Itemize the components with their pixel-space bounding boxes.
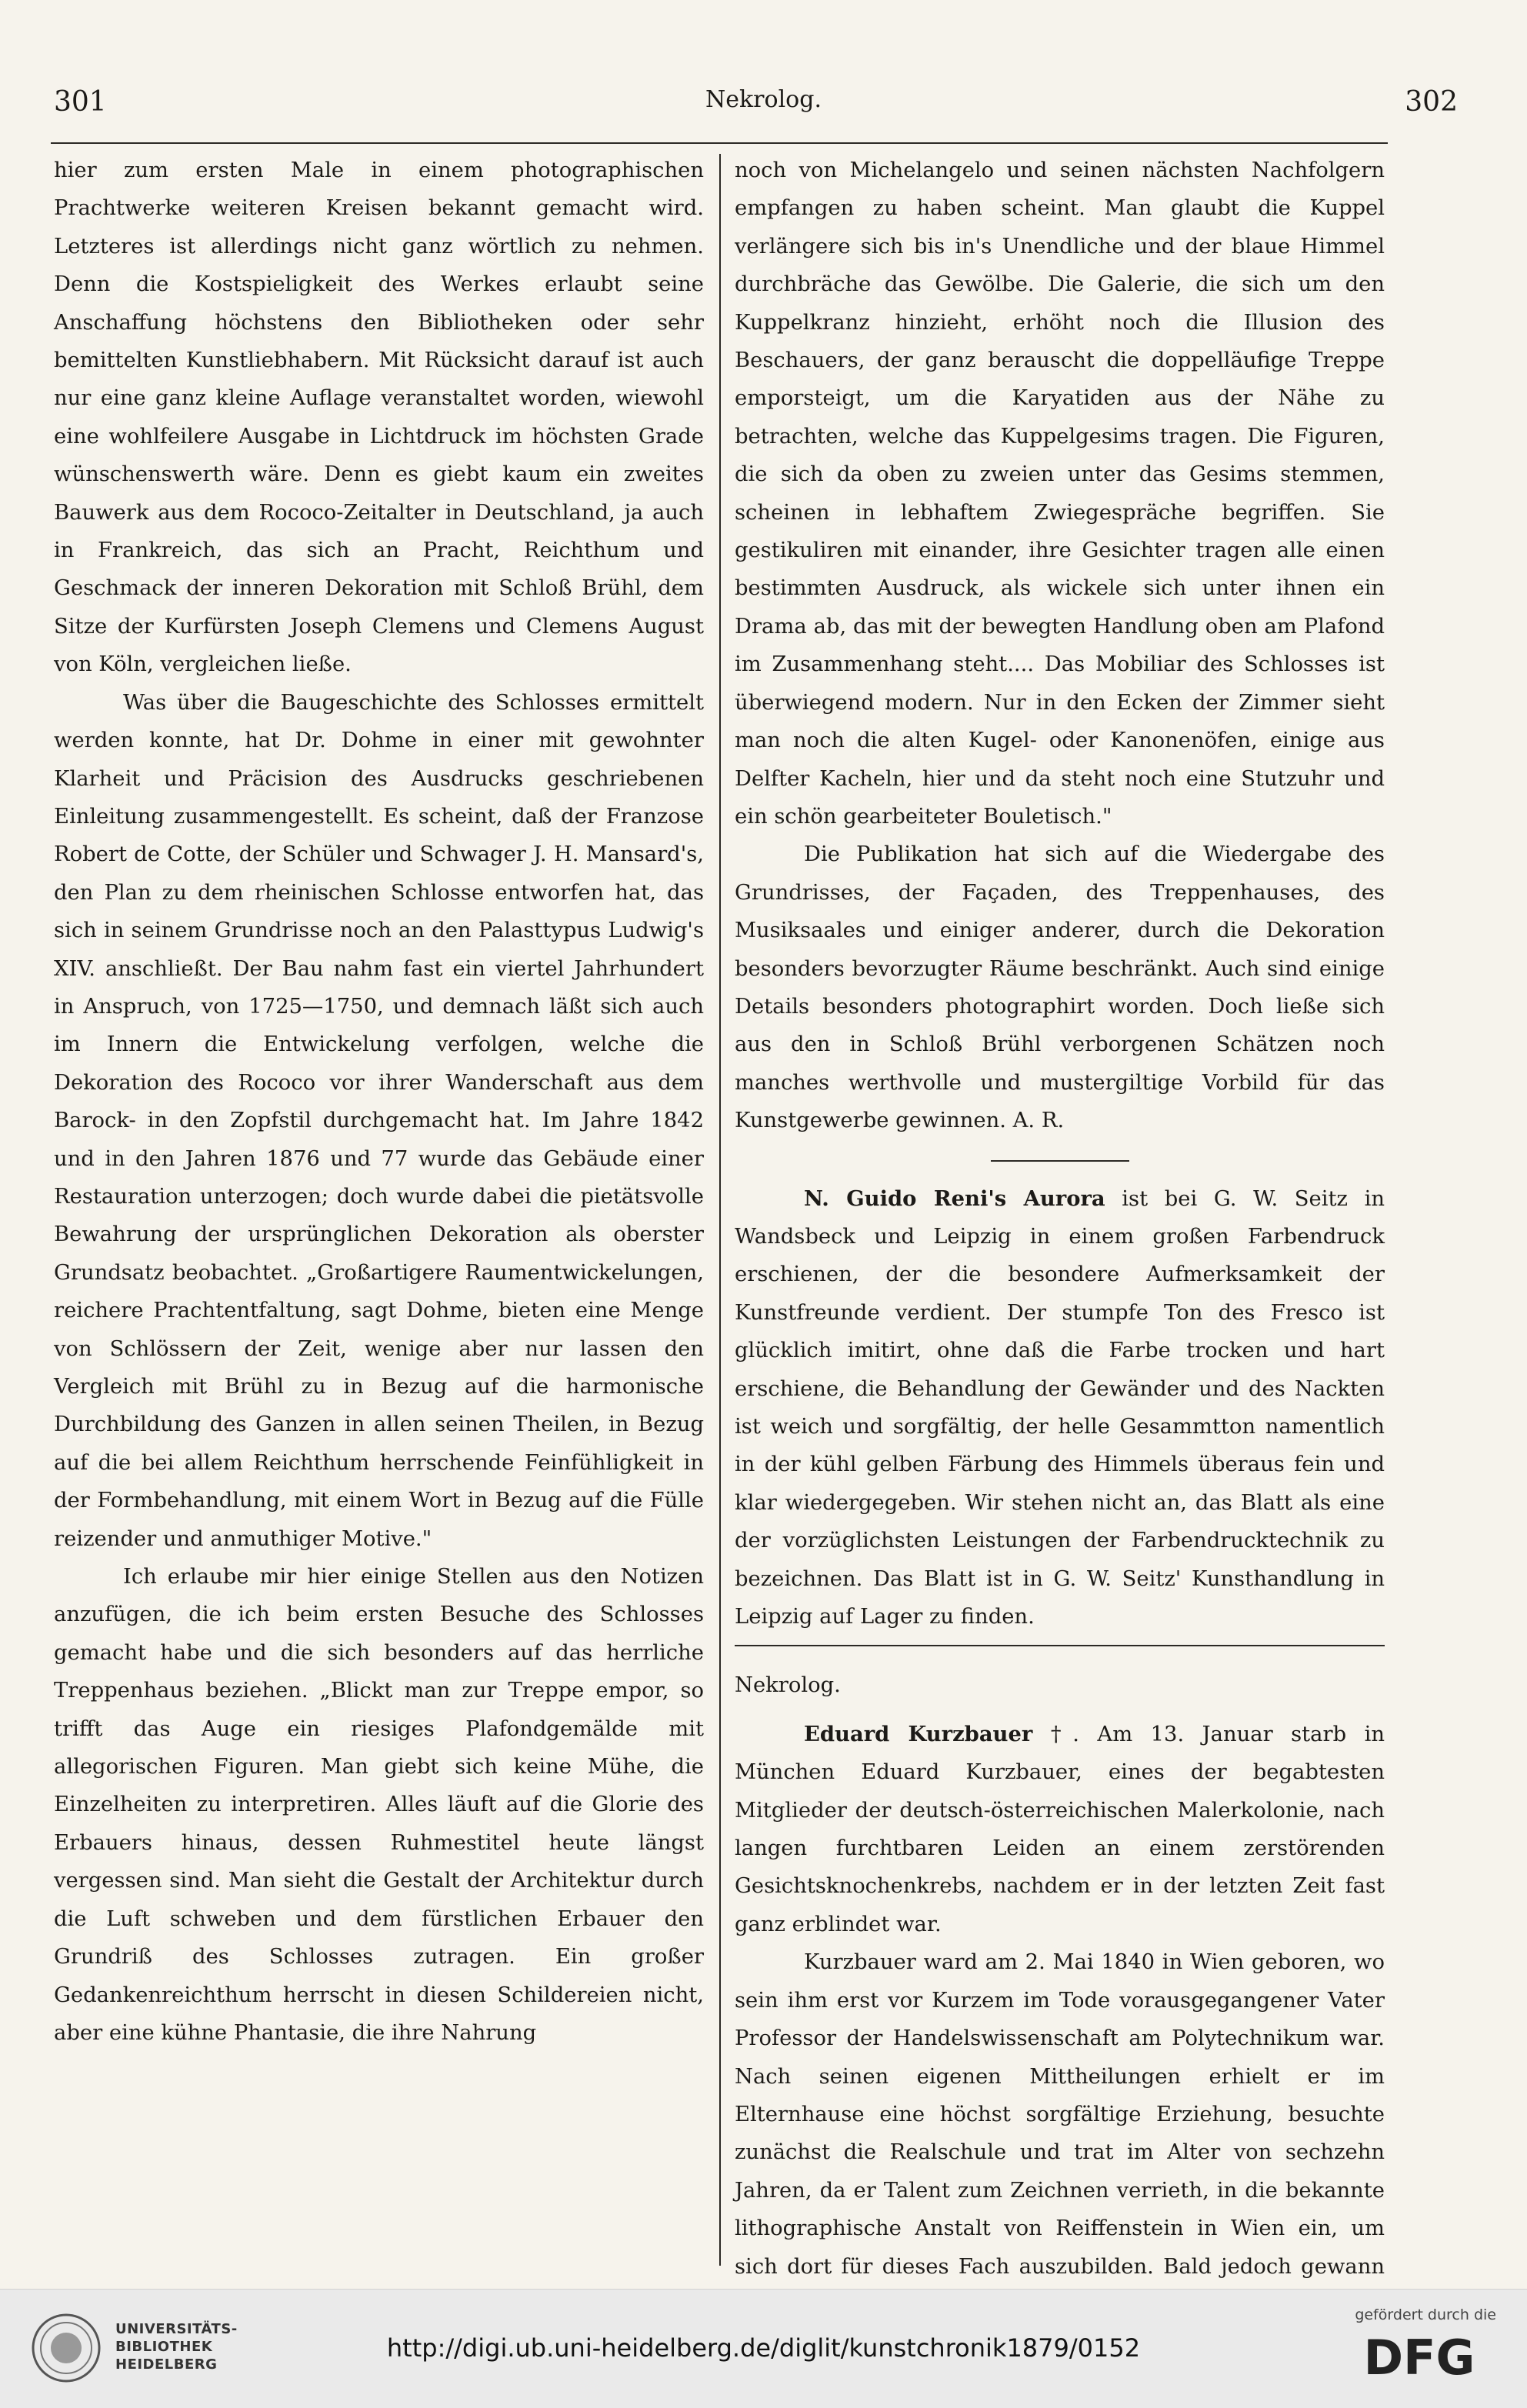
paragraph: hier zum ersten Male in einem photographischen Prachtwerke weiteren Kreisen bekannt gemacht wird. Letzteres ist allerdings nicht ganz wörtlich zu nehmen. Denn die Kostspieligkeit des Werkes erlaubt seine Anschaffung höchstens den Bibliotheken oder sehr bemittelten Kunstliebhabern. Mit Rücksicht darauf ist auch nur eine ganz kleine Auflage veranstaltet worden, wiewohl eine wohlfeilere Ausgabe in Lichtdruck im höchsten Grade wünschenswerth wäre. Denn es giebt kaum ein zweites Bauwerk aus dem Rococo-Zeitalter in Deutschland, ja auch in Frankreich, das sich an Pracht, Reichthum und Geschmack der inneren Dekoration mit Schloß Brühl, dem Sitze der Kurfürsten Joseph Clemens und Clemens August von Köln, vergleichen ließe. [54, 158, 704, 677]
short-divider [991, 1160, 1129, 1162]
header-rule [51, 142, 1388, 144]
obituary-name: Eduard Kurzbauer [804, 1721, 1033, 1746]
page-number-right: 302 [1405, 86, 1458, 118]
paragraph: Kurzbauer ward am 2. Mai 1840 in Wien geboren, wo sein ihm erst vor Kurzem im Tode vorausgegangener Vater Professor der Handelswissenschaft am Polytechnikum war. Nach seinen eigenen Mittheilungen erhielt er im Elternhause eine höchst sorgfältige Erziehung, besuchte zunächst die Realschule und trat im Alter von sechzehn Jahren, da er Talent zum Zeichnen verrieth, in die bekannte lithographische Anstalt von Reiffenstein in Wien ein, um sich dort für dieses Fach auszubilden. Bald jedoch gewann [735, 1950, 1385, 2279]
right-column [735, 152, 1385, 2323]
paragraph: Die Publikation hat sich auf die Wiedergabe des Grundrisses, der Façaden, des Treppenhauses, des Musiksaales und einiger anderer, durch die Dekoration besonders bevorzugter Räume beschränkt. Auch sind einige Details besonders photographirt worden. Doch ließe sich aus den in Schloß Brühl verborgenen Schätzen noch manches werthvolle und mustergiltige Vorbild für das Kunstgewerbe gewinnen. A. R. [735, 842, 1385, 1133]
dfg-logo-icon [1342, 2330, 1496, 2382]
section-heading: Nekrolog. [735, 1673, 841, 1698]
notice-paragraph [735, 1180, 1385, 1636]
page-number-left: 301 [54, 86, 107, 118]
column-divider [719, 154, 721, 2266]
dfg-logo-text: DFG [1363, 2330, 1475, 2382]
running-title: Nekrolog. [705, 86, 822, 113]
notice-text: ist bei G. W. Seitz in Wandsbeck und Leipzig in einem großen Farbendruck erschienen, der die besondere Aufmerksamkeit der Kunstfreunde verdient. Der stumpfe Ton des Fresco ist glücklich imitirt, ohne daß die Farbe trocken und hart erschiene, die Behandlung der Gewänder und des Nackten ist weich und sorgfältig, der helle Gesammtton namentlich in der kühl gelben Färbung des Himmels überaus fein und klar wiedergegeben. Wir stehen nicht an, das Blatt als eine der vorzüglichsten Leistungen der Farbendrucktechnik zu bezeichnen. Das Blatt ist in G. W. Seitz' Kunsthandlung in Leipzig auf Lager zu finden. [735, 1186, 1385, 1629]
source-url[interactable]: http://digi.ub.uni-heidelberg.de/diglit/kunstchronik1879/0152 [386, 2333, 1141, 2363]
cross-symbol: †. [1050, 1722, 1079, 1746]
section-divider [735, 1645, 1385, 1646]
library-line: BIBLIOTHEK [115, 2339, 213, 2355]
obituary-paragraph [735, 1716, 1385, 1943]
left-column [54, 152, 704, 2052]
paragraph: Ich erlaube mir hier einige Stellen aus den Notizen anzufügen, die ich beim ersten Besuche des Schlosses gemacht habe und die sich besonders auf das herrliche Treppenhaus beziehen. „Blickt man zur Treppe empor, so trifft das Auge ein riesiges Plafondgemälde mit allegorischen Figuren. Man giebt sich keine Mühe, die Einzelheiten zu interpretiren. Alles läuft auf die Glorie des Erbauers hinaus, dessen Ruhmestitel heute längst vergessen sind. Man sieht die Gestalt der Architektur durch die Luft schweben und dem fürstlichen Erbauer den Grundriß des Schlosses zutragen. Ein großer Gedankenreichthum herrscht in diesen Schildereien nicht, aber eine kühne Phantasie, die ihre Nahrung [54, 1565, 704, 2045]
footer-bar [0, 2289, 1527, 2408]
notice-lead: N. Guido Reni's Aurora [804, 1186, 1105, 1211]
paragraph: noch von Michelangelo und seinen nächsten Nachfolgern empfangen zu haben scheint. Man glaubt die Kuppel verlängere sich bis in's Unendliche und der blaue Himmel durchbräche das Gewölbe. Die Galerie, die sich um den Kuppelkranz hinzieht, erhöht noch die Illusion des Beschauers, der ganz berauscht die doppelläufige Treppe emporsteigt, um die Karyatiden aus der Nähe zu betrachten, welche das Kuppelgesims tragen. Die Figuren, die sich da oben zu zweien unter das Gesims stemmen, scheinen in lebhaftem Zwiegespräche begriffen. Sie gestikuliren mit einander, ihre Gesichter tragen alle einen bestimmten Ausdruck, als wickele sich unter ihnen ein Drama ab, das mit der bewegten Handlung oben am Plafond im Zusammenhang steht.... Das Mobiliar des Schlosses ist überwiegend modern. Nur in den Ecken der Zimmer sieht man noch die alten Kugel- oder Kanonenöfen, einige aus Delfter Kacheln, hier und da steht noch eine Stutzuhr und ein schön gearbeiteter Bouletisch." [735, 158, 1385, 829]
funded-by-label: gefördert durch die [1355, 2306, 1496, 2323]
library-line: HEIDELBERG [115, 2356, 218, 2373]
library-line: UNIVERSITÄTS- [115, 2321, 238, 2337]
obituary-text: Am 13. Januar starb in München Eduard Kurzbauer, eines der begabtesten Mitglieder der deutsch-österreichischen Malerkolonie, nach langen furchtbaren Leiden an einem zerstörenden Gesichtsknochenkrebs, nachdem er in der letzten Zeit fast ganz erblindet war. [735, 1722, 1385, 1936]
paragraph: Was über die Baugeschichte des Schlosses ermittelt werden konnte, hat Dr. Dohme in einer mit gewohnter Klarheit und Präcision des Ausdrucks geschriebenen Einleitung zusammengestellt. Es scheint, daß der Franzose Robert de Cotte, der Schüler und Schwager J. H. Mansard's, den Plan zu dem rheinischen Schlosse entworfen hat, das sich in seinem Grundrisse noch an den Palasttypus Ludwig's XIV. anschließt. Der Bau nahm fast ein viertel Jahrhundert in Anspruch, von 1725—1750, und demnach läßt sich auch im Innern die Entwickelung verfolgen, welche die Dekoration des Rococo vor ihrer Wanderschaft aus dem Barock- in den Zopfstil durchgemacht hat. Im Jahre 1842 und in den Jahren 1876 und 77 wurde das Gebäude einer Restauration unterzogen; doch wurde dabei die pietätsvolle Bewahrung der ursprünglichen Dekoration als oberster Grundsatz beobachtet. „Großartigere Raumentwickelungen, reichere Prachtentfaltung, sagt Dohme, bieten eine Menge von Schlössern der Zeit, wenige aber nur lassen den Vergleich mit Brühl zu in Bezug auf die harmonische Durchbildung des Ganzen in allen seinen Theilen, in Bezug auf die bei allem Reichthum herrschende Feinfühligkeit in der Formbehandlung, mit einem Wort in Bezug auf die Fülle reizender und anmuthiger Motive." [54, 690, 704, 1551]
